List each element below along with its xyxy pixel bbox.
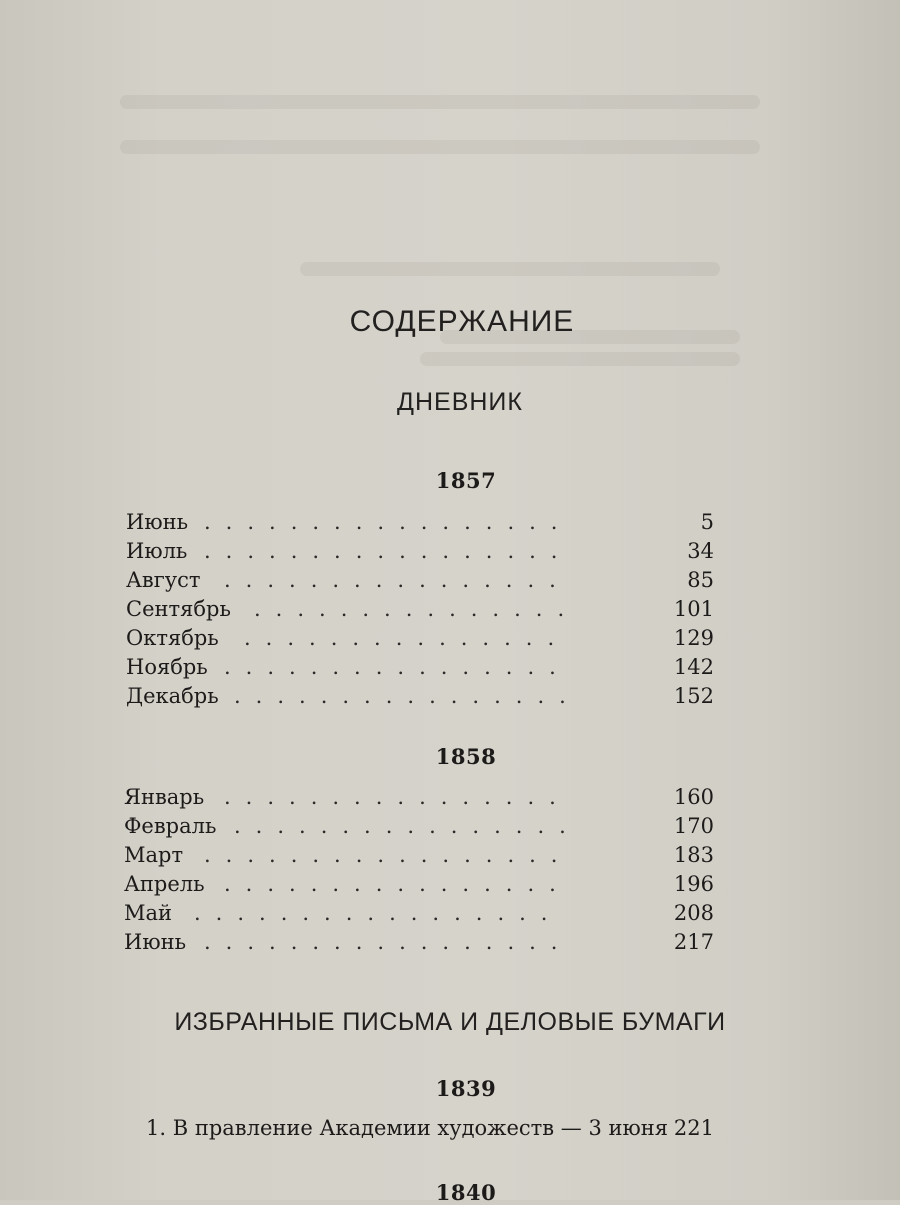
page-number: 129: [673, 626, 714, 650]
month-label: Июнь: [124, 930, 187, 954]
page-number: 170: [673, 814, 714, 838]
page-number: 5: [700, 510, 714, 534]
year-heading: 1839: [435, 1076, 497, 1101]
toc-list-1857: [126, 508, 714, 711]
toc-row[interactable]: [146, 1112, 714, 1144]
toc-list-1858: [124, 783, 714, 957]
dot-leader: .................: [204, 539, 573, 563]
dot-leader: ................: [224, 655, 571, 679]
toc-row[interactable]: [124, 841, 714, 870]
dot-leader: .................: [194, 901, 563, 925]
page-number: 217: [673, 930, 714, 954]
month-label: Август: [126, 568, 201, 592]
page-number: 196: [673, 872, 714, 896]
month-label: Май: [124, 901, 173, 925]
page-number: 160: [673, 785, 714, 809]
section-heading-letters: ИЗБРАННЫЕ ПИСЬМА И ДЕЛОВЫЕ БУМАГИ: [174, 1008, 726, 1036]
month-label: Февраль: [124, 814, 217, 838]
bleed-through-line: [120, 95, 760, 109]
page-number: 85: [687, 568, 714, 592]
dot-leader: ................: [234, 814, 581, 838]
year-heading: 1857: [435, 468, 497, 493]
year-heading: 1840: [435, 1180, 497, 1205]
bleed-through-line: [420, 352, 740, 366]
toc-row[interactable]: [126, 595, 714, 624]
dot-leader: .................: [204, 930, 573, 954]
page-number: 34: [687, 539, 714, 563]
toc-row[interactable]: [124, 783, 714, 812]
bleed-through-line: [120, 140, 760, 154]
bleed-through-line: [300, 262, 720, 276]
section-heading-diary: ДНЕВНИК: [397, 388, 523, 416]
page-number: 142: [673, 655, 714, 679]
toc-row[interactable]: [126, 508, 714, 537]
toc-row[interactable]: [124, 928, 714, 957]
dot-leader: .................: [204, 510, 573, 534]
toc-row[interactable]: [126, 537, 714, 566]
letter-entry-label: 1. В правление Академии художеств — 3 июня: [146, 1116, 669, 1140]
dot-leader: ................: [224, 568, 571, 592]
dot-leader: ...............: [244, 626, 570, 650]
month-label: Ноябрь: [126, 655, 208, 679]
toc-row[interactable]: [124, 812, 714, 841]
page-number: 183: [673, 843, 714, 867]
dot-leader: ................: [224, 785, 571, 809]
dot-leader: ................: [224, 872, 571, 896]
toc-row[interactable]: [126, 624, 714, 653]
year-heading: 1858: [435, 744, 497, 769]
dot-leader: ................: [234, 684, 581, 708]
page-number: 221: [673, 1116, 714, 1140]
toc-row[interactable]: [126, 682, 714, 711]
month-label: Сентябрь: [126, 597, 231, 621]
page-number: 152: [673, 684, 714, 708]
month-label: Март: [124, 843, 184, 867]
month-label: Июнь: [126, 510, 189, 534]
month-label: Январь: [124, 785, 205, 809]
month-label: Апрель: [124, 872, 205, 896]
page-number: 101: [673, 597, 714, 621]
toc-row[interactable]: [126, 566, 714, 595]
toc-row[interactable]: [124, 870, 714, 899]
month-label: Декабрь: [126, 684, 219, 708]
month-label: Июль: [126, 539, 188, 563]
page-title: СОДЕРЖАНИЕ: [349, 305, 575, 338]
dot-leader: .................: [204, 843, 573, 867]
month-label: Октябрь: [126, 626, 219, 650]
dot-leader: ...............: [254, 597, 580, 621]
toc-row[interactable]: [126, 653, 714, 682]
toc-row[interactable]: [124, 899, 714, 928]
page-number: 208: [673, 901, 714, 925]
